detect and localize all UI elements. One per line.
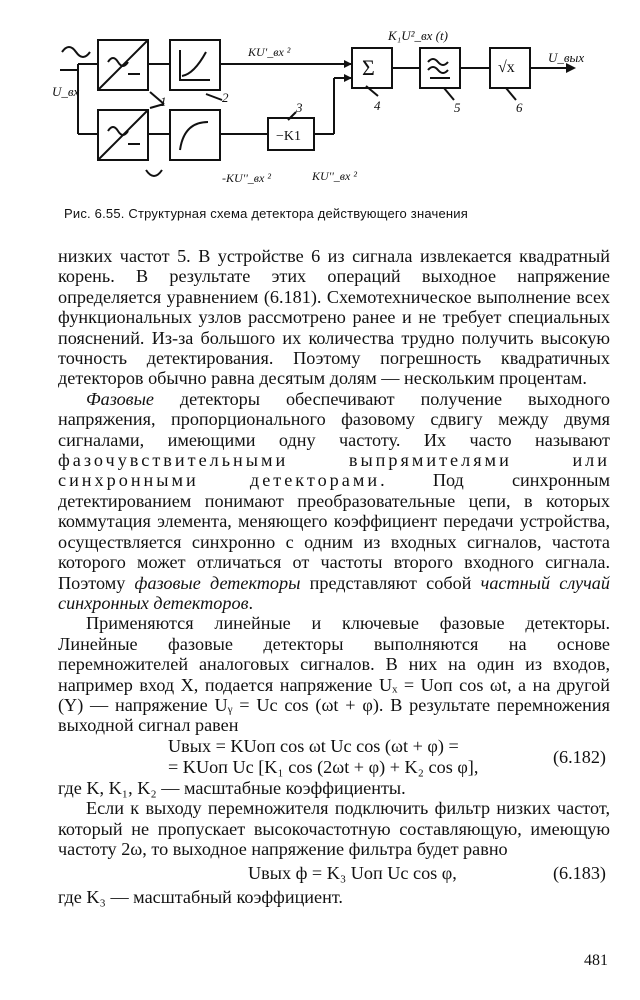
page-number: 481 [584, 952, 608, 969]
signal-bottom-left-label: -KU''_вх ² [222, 171, 271, 185]
signal-bottom-right-label: KU''_вх ² [312, 169, 357, 183]
paragraph-2-text-f: представляют собой [300, 572, 481, 593]
equation-6-183-number: (6.183) [552, 863, 606, 884]
equation-6-182-second: = KUоп Uс [K₁ cos (2ωt + φ) + K₂ cos φ], [168, 756, 479, 777]
output-label: U_вых [548, 50, 585, 65]
paragraph-4: где K, K₁, K₂ — масштабные коэффициенты. [58, 777, 406, 798]
block-number-6: 6 [516, 100, 523, 115]
paragraph-5: Если к выходу перемножителя подключить фильтр низких частот, который не пропускает высокочастотную составляющую, имеющую частоту 2ω, то выходное напряжение фильтра будет равно [58, 798, 610, 859]
equation-6-182-line-2 [58, 746, 610, 778]
block-number-2: 2 [222, 90, 229, 105]
lowpass-filter-block [420, 48, 460, 88]
equation-6-183 [58, 863, 610, 891]
paragraph-1: низких частот 5. В устройстве 6 из сигнала извлекается квадратный корень. В результате этих операций выходное напряжение определяется уравнением (6.181). Схемотехническое выполнение всех функциональных узлов рассмотрено ранее и не требует специальных пояснений. Из-за большого их количества трудно получить высокую точность детектирования. Поэтому погрешность квадратичных детекторов обычно равна десятым долям — нескольким процентам. [58, 246, 610, 389]
signal-sum-label: K₁U²_вх (t) [388, 28, 448, 43]
squarer-top-block [170, 40, 220, 90]
signal-top-label: KU'_вх ² [248, 45, 291, 59]
paragraph-3: Применяются линейные и ключевые фазовые детекторы. Линейные фазовые детекторы выполняются на основе перемножителей аналоговых сигналов. В них на один из входов, например вход X, подается напряжение Uₓ = Uоп cos ωt, а на другой (Y) — напряжение Uᵧ = Uс cos (ωt + φ). В результате перемножения выходной сигнал равен [58, 613, 610, 736]
block-number-5: 5 [454, 100, 461, 115]
block-number-3: 3 [296, 100, 303, 115]
paragraph-2 [58, 389, 610, 613]
equation-6-182-line-1 [58, 736, 610, 757]
paragraph-2-text-h: . [248, 592, 254, 613]
sum-symbol: Σ [362, 55, 375, 80]
paragraph-2-text-d: . Под синхронным детектированием понимают преобразовательные цепи, в которых коммутация элемента, меняющего коэффициент передачи устройства, осуществляется синхронно с одним из входных сигналов, частота которого может отличаться от частоты второго входного сигнала. Поэтому [58, 470, 610, 593]
block-diagram [0, 0, 640, 200]
body-text [58, 246, 610, 908]
paragraph-2-spaced-c: фазочувствительными выпрямителями или синхронными детекторами [58, 450, 610, 491]
block-number-4: 4 [374, 98, 381, 113]
paragraph-2-italic-g: частный случай синхронных детекторов [58, 572, 610, 613]
paragraph-2-italic-a: Фазовые [86, 388, 154, 409]
paragraph-2-text-b: детекторы обеспечивают получение выходного напряжения, пропорционального фазовому сдвигу между двумя сигналами, имеющими одну частоту. Их часто называют [58, 388, 610, 450]
root-symbol: √x [498, 59, 515, 76]
block-number-1: 1 [160, 94, 167, 109]
figure-caption: Рис. 6.55. Структурная схема детектора действующего значения [64, 206, 468, 221]
paragraph-6: где K₃ — масштабный коэффициент. [58, 887, 343, 908]
equation-6-182-first: Uвых = KUоп cos ωt Uс cos (ωt + φ) = [168, 735, 459, 756]
equation-6-183-formula: Uвых ф = K₃ Uоп Uс cos φ, [248, 863, 457, 884]
squarer-bottom-block [170, 110, 220, 160]
inverter-label: −K1 [276, 129, 302, 144]
input-label: U_вх [52, 84, 80, 99]
equation-6-182-number: (6.182) [552, 746, 606, 767]
paragraph-2-italic-e: фазовые детекторы [134, 572, 301, 593]
